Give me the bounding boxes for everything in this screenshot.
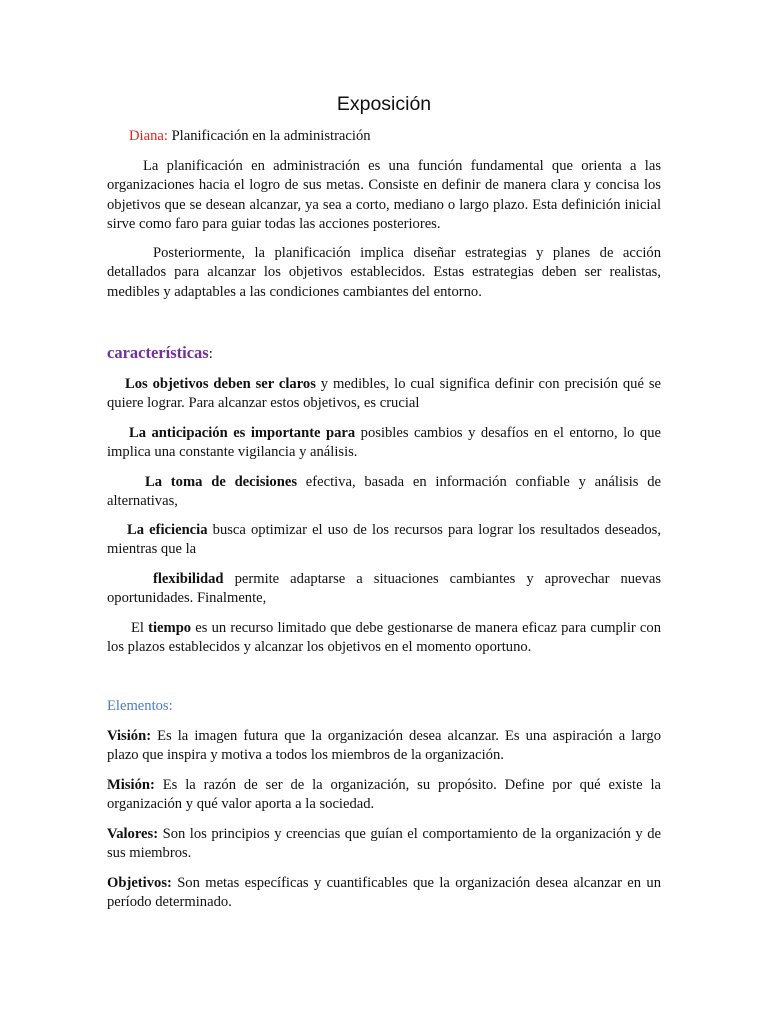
characteristic-term: La toma de decisiones bbox=[145, 474, 297, 490]
element-item bbox=[107, 825, 661, 864]
element-text: Son los principios y creencias que guían el comportamiento de la organización y de sus miembros. bbox=[107, 826, 661, 862]
element-term: Objetivos: bbox=[107, 875, 172, 891]
characteristic-text: posibles cambios y desafíos en el entorno, lo que implica una constante vigilancia y análisis. bbox=[107, 425, 661, 461]
characteristic-text: es un recurso limitado que debe gestionarse de manera eficaz para cumplir con los plazos establecidos y alcanzar los objetivos en el momento oportuno. bbox=[107, 620, 661, 656]
characteristic-item bbox=[107, 521, 661, 560]
characteristic-prefix: El bbox=[131, 620, 149, 636]
subtitle-topic: Planificación en la administración bbox=[171, 128, 371, 144]
subtitle-line bbox=[107, 127, 661, 146]
intro-paragraph: La planificación en administración es una función fundamental que orienta a las organizaciones hacia el logro de sus metas. Consiste en definir de manera clara y concisa los objetivos que se desean alcanzar, ya sea a corto, mediano o largo plazo. Esta definición inicial sirve como faro para guiar todas las acciones posteriores. bbox=[107, 158, 661, 233]
characteristic-text: permite adaptarse a situaciones cambiantes y aprovechar nuevas oportunidades. Finalmente, bbox=[107, 571, 661, 607]
characteristic-term: tiempo bbox=[148, 620, 192, 636]
elements-heading: Elementos: bbox=[107, 698, 173, 714]
element-item bbox=[107, 727, 661, 766]
intro-paragraph: Posteriormente, la planificación implica diseñar estrategias y planes de acción detallados para alcanzar los objetivos establecidos. Estas estrategias deben ser realistas, medibles y adaptables a las condiciones cambiantes del entorno. bbox=[107, 245, 661, 300]
characteristic-term: flexibilidad bbox=[153, 571, 224, 587]
element-term: Visión: bbox=[107, 728, 152, 744]
element-term: Misión: bbox=[107, 777, 155, 793]
element-text: Es la imagen futura que la organización desea alcanzar. Es una aspiración a largo plazo que inspira y motiva a todos los miembros de la organización. bbox=[107, 728, 661, 764]
characteristic-term: La eficiencia bbox=[127, 522, 208, 538]
characteristic-item bbox=[107, 570, 661, 609]
characteristic-item bbox=[107, 375, 661, 414]
characteristics-heading-label: características bbox=[107, 343, 209, 362]
characteristic-text: efectiva, basada en información confiable y análisis de alternativas, bbox=[107, 474, 661, 510]
element-item bbox=[107, 776, 661, 815]
characteristic-text: busca optimizar el uso de los recursos para lograr los resultados deseados, mientras que la bbox=[107, 522, 661, 558]
characteristic-item bbox=[107, 619, 661, 658]
speaker-name: Diana: bbox=[129, 128, 168, 144]
characteristics-heading-colon: : bbox=[208, 346, 213, 362]
characteristics-heading bbox=[107, 343, 661, 364]
element-text: Es la razón de ser de la organización, su propósito. Define por qué existe la organización y qué valor aporta a la sociedad. bbox=[107, 777, 661, 813]
element-item bbox=[107, 874, 661, 913]
characteristic-term: Los objetivos deben ser claros bbox=[125, 376, 316, 392]
characteristic-term: La anticipación es importante para bbox=[129, 425, 356, 441]
page-title: Exposición bbox=[336, 93, 432, 115]
element-term: Valores: bbox=[107, 826, 159, 842]
characteristic-text: y medibles, lo cual significa definir con precisión qué se quiere lograr. Para alcanzar estos objetivos, es crucial bbox=[107, 376, 661, 412]
element-text: Son metas específicas y cuantificables que la organización desea alcanzar en un período determinado. bbox=[107, 875, 661, 911]
characteristic-item bbox=[107, 424, 661, 463]
characteristic-item bbox=[107, 473, 661, 512]
